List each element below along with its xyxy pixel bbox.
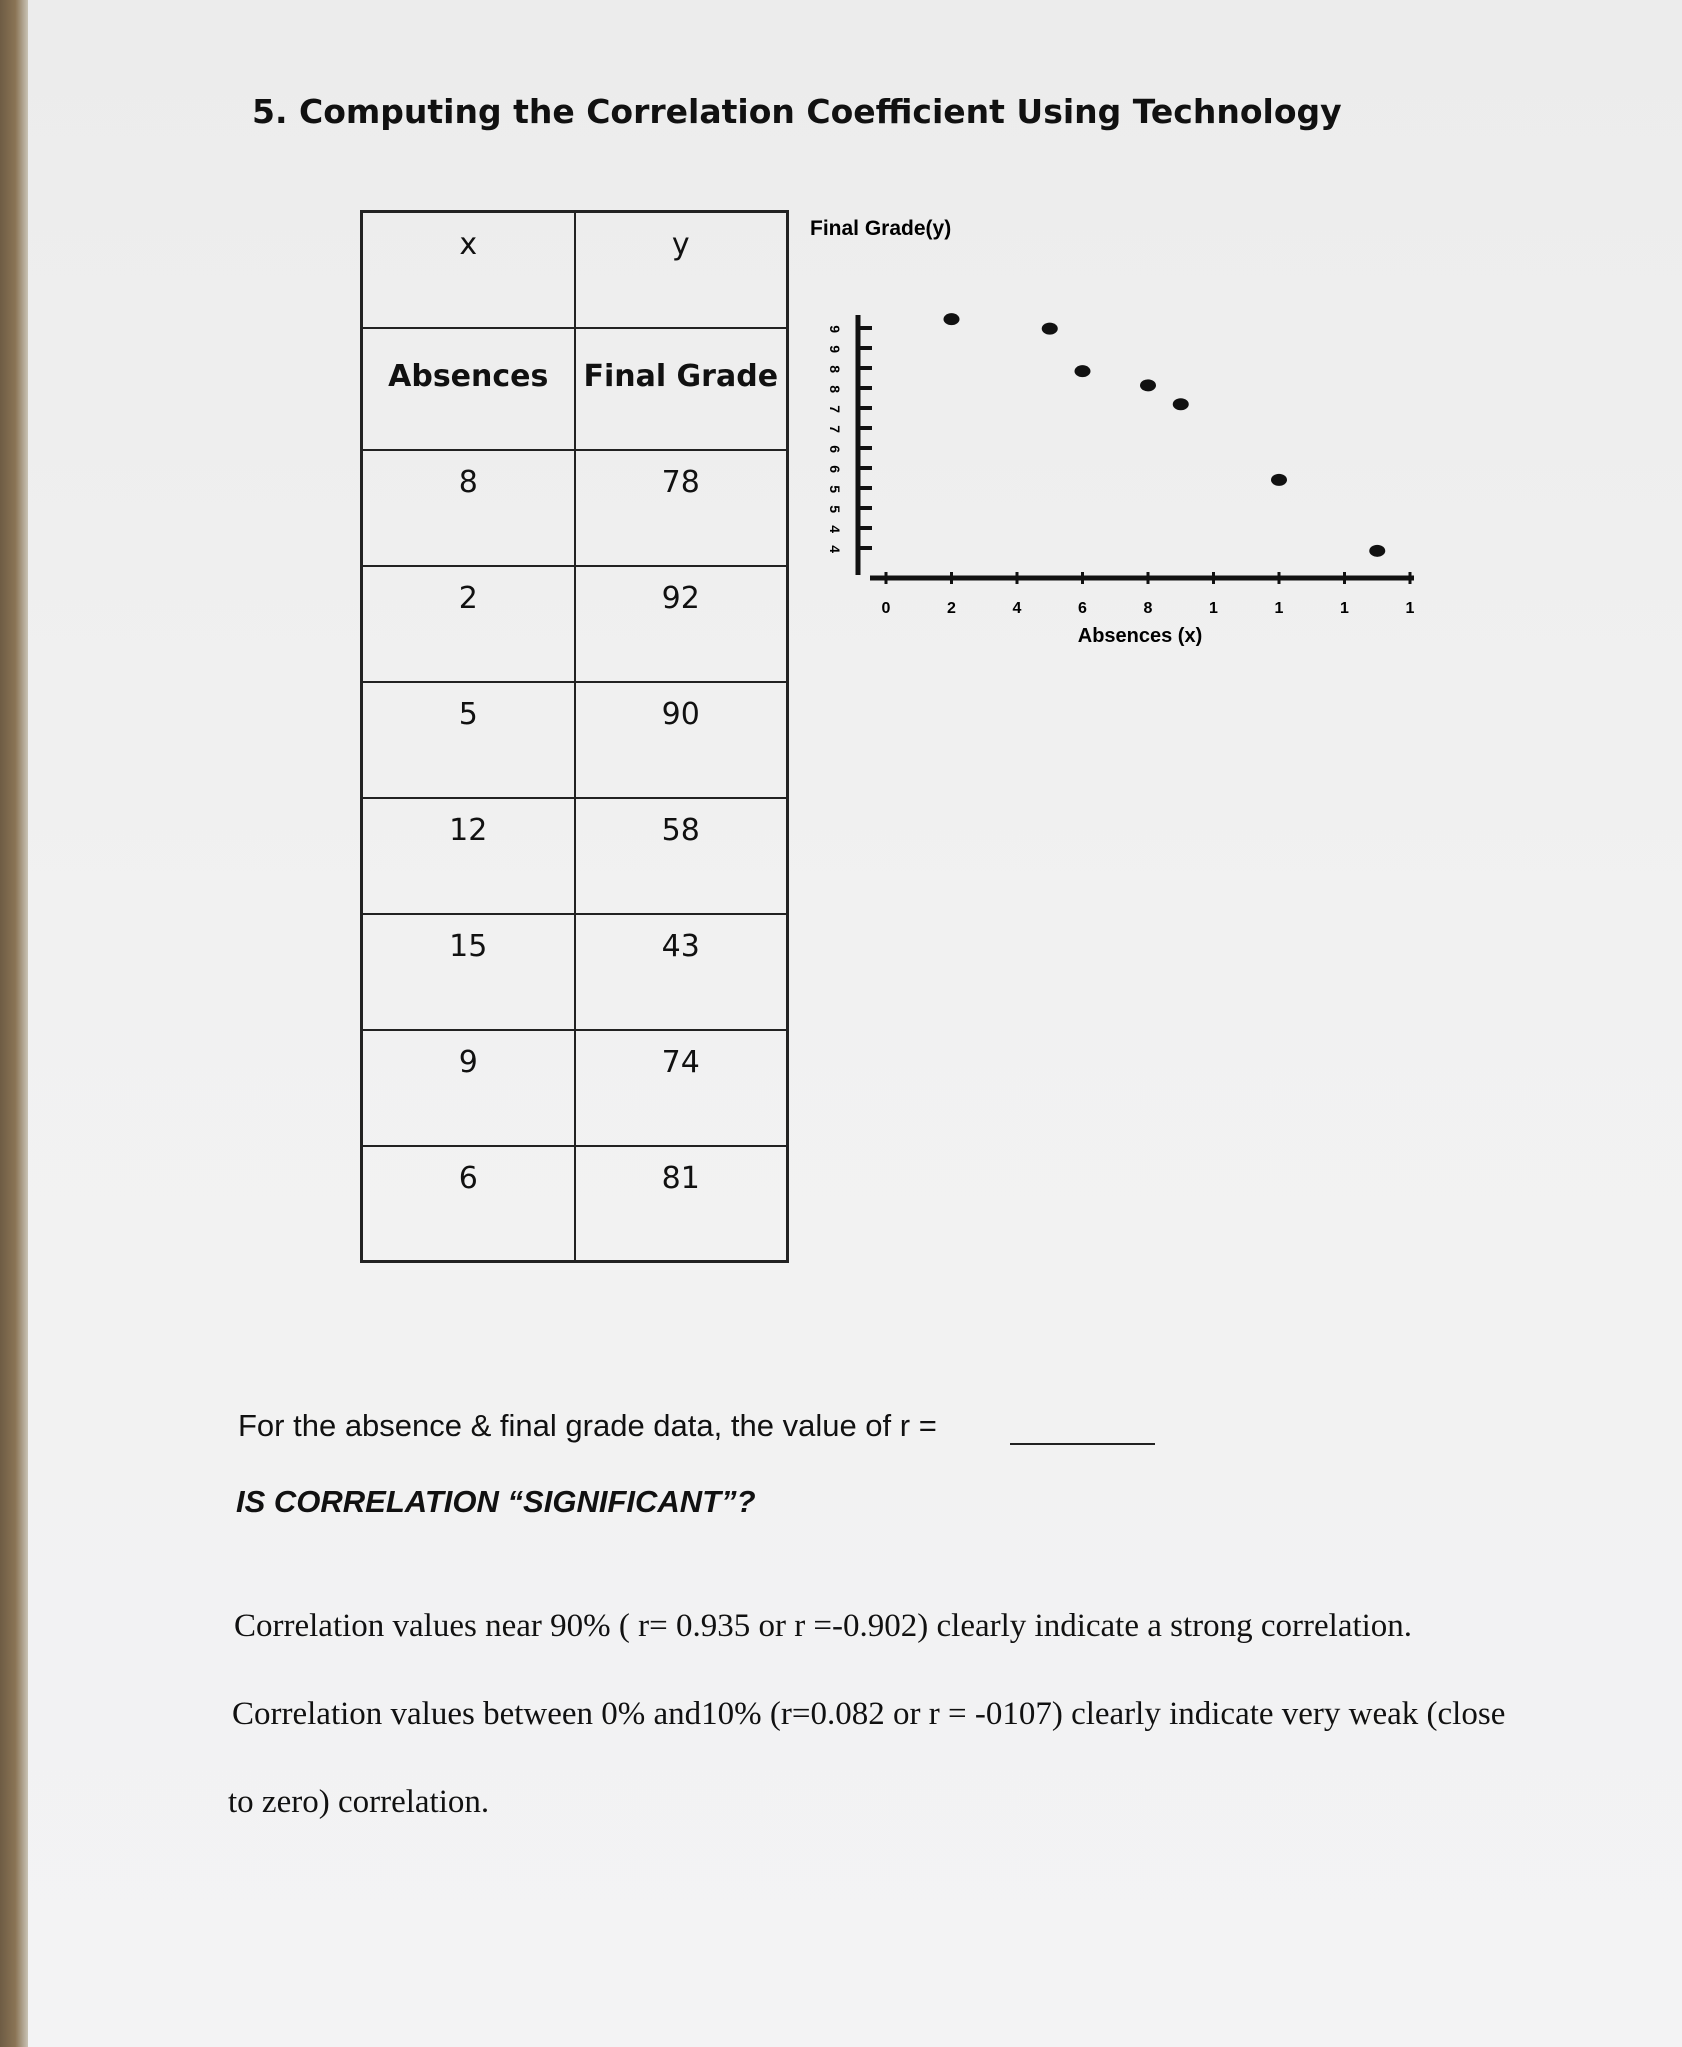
table-row <box>362 798 788 914</box>
cell-y: 43 <box>575 914 788 1030</box>
cell-x: 2 <box>362 566 575 682</box>
y-tick-label: 7 <box>827 405 843 413</box>
header-y-name: Final Grade <box>575 328 788 450</box>
y-tick-label: 4 <box>827 525 843 533</box>
data-table <box>360 210 789 1263</box>
y-tick-label: 8 <box>827 385 843 393</box>
table-row <box>362 1030 788 1146</box>
cell-y: 78 <box>575 450 788 566</box>
x-tick-label: 1 <box>1209 600 1218 617</box>
cell-x: 15 <box>362 914 575 1030</box>
y-tick-label: 9 <box>827 325 843 333</box>
table-row <box>362 1146 788 1262</box>
cell-x: 12 <box>362 798 575 914</box>
table-row <box>362 682 788 798</box>
header-x-name: Absences <box>362 328 575 450</box>
paragraph-strong-correlation: Correlation values near 90% ( r= 0.935 or r =-0.902) clearly indicate a strong correlation. <box>234 1608 1413 1644</box>
y-tick-label: 9 <box>827 345 843 353</box>
x-tick-label: 1 <box>1405 600 1415 617</box>
cell-x: 8 <box>362 450 575 566</box>
x-tick-label: 4 <box>1012 600 1022 617</box>
cell-y: 92 <box>575 566 788 682</box>
background-edge <box>0 0 28 2047</box>
y-tick-label: 6 <box>827 445 843 453</box>
cell-y: 90 <box>575 682 788 798</box>
data-point <box>1075 365 1091 377</box>
cell-x: 9 <box>362 1030 575 1146</box>
x-tick-label: 2 <box>947 600 956 617</box>
x-tick-label: 0 <box>881 600 891 617</box>
table-header-row <box>362 212 788 328</box>
scatter-chart <box>800 205 1440 665</box>
y-tick-label: 6 <box>827 465 843 473</box>
y-tick-label: 5 <box>827 505 843 513</box>
paragraph-weak-correlation: Correlation values between 0% and10% (r=0.082 or r = -0107) clearly indicate very weak (close <box>232 1696 1506 1732</box>
header-x-var: x <box>362 212 575 328</box>
cell-x: 6 <box>362 1146 575 1262</box>
r-value-prompt: For the absence & final grade data, the value of r = <box>238 1408 937 1443</box>
significance-question: IS CORRELATION “SIGNIFICANT”? <box>236 1484 756 1519</box>
cell-y: 81 <box>575 1146 788 1262</box>
x-tick-label: 8 <box>1143 600 1153 617</box>
data-point <box>944 313 960 325</box>
data-point <box>1369 545 1385 557</box>
y-tick-label: 5 <box>827 485 843 493</box>
r-value-answer-blank[interactable] <box>1010 1443 1155 1445</box>
data-point <box>1042 323 1058 335</box>
data-point <box>1271 474 1287 486</box>
x-tick-label: 6 <box>1078 600 1087 617</box>
table-row <box>362 566 788 682</box>
table-row <box>362 450 788 566</box>
y-tick-label: 8 <box>827 365 843 373</box>
x-axis-title: Absences (x) <box>1077 625 1203 647</box>
table-row <box>362 914 788 1030</box>
table-header-names-row <box>362 328 788 450</box>
paragraph-weak-correlation-cont: to zero) correlation. <box>228 1784 490 1820</box>
x-tick-label: 1 <box>1274 600 1284 617</box>
y-tick-label: 7 <box>827 425 843 433</box>
data-point <box>1173 398 1189 410</box>
data-point <box>1140 379 1156 391</box>
cell-y: 74 <box>575 1030 788 1146</box>
cell-y: 58 <box>575 798 788 914</box>
x-tick-label: 1 <box>1340 600 1349 617</box>
cell-x: 5 <box>362 682 575 798</box>
y-tick-label: 4 <box>827 545 843 553</box>
header-y-var: y <box>575 212 788 328</box>
y-axis-title: Final Grade(y) <box>810 217 952 240</box>
section-heading: 5. Computing the Correlation Coefficient Using Technology <box>252 92 1342 131</box>
